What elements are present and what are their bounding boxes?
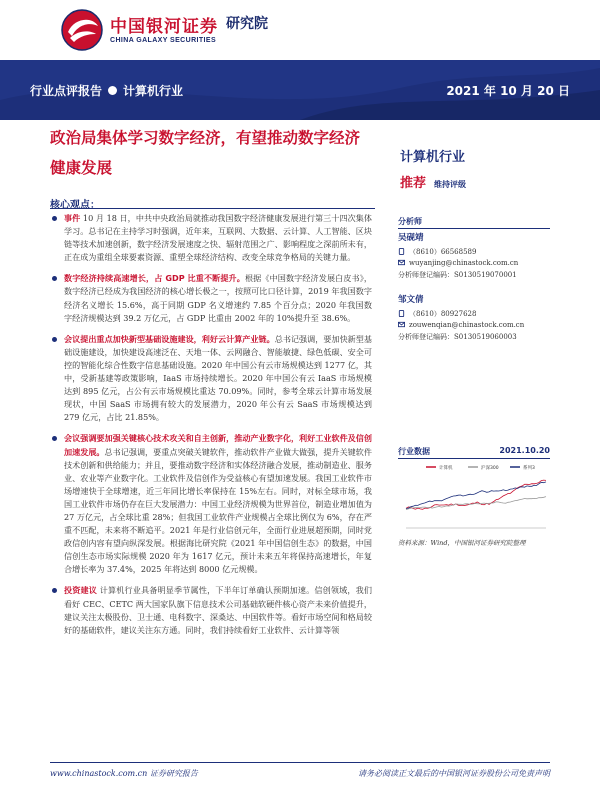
analyst-phone: （8610）66568589 bbox=[409, 247, 477, 256]
chart-legend bbox=[426, 464, 535, 471]
analyst-phone: （8610）80927628 bbox=[409, 309, 477, 318]
email-icon bbox=[398, 321, 405, 328]
core-paragraph bbox=[50, 333, 372, 425]
series-line bbox=[406, 480, 546, 509]
core-views-body bbox=[50, 212, 372, 645]
phone-icon bbox=[398, 310, 405, 317]
legend-label: 沪深300 bbox=[481, 466, 499, 471]
bullet-icon bbox=[52, 436, 57, 441]
report-type: 行业点评报告 bbox=[30, 84, 103, 98]
company-name-en: CHINA GALAXY SECURITIES bbox=[110, 36, 217, 44]
market-data-date: 2021.10.20 bbox=[499, 446, 550, 455]
paragraph-lead: 会议提出重点加快新型基础设施建设，利好云计算产业链。 bbox=[64, 333, 275, 344]
analyst-card bbox=[398, 233, 518, 281]
legend-label: 系列3 bbox=[523, 466, 535, 471]
footer-disclaimer: 请务必阅读正文最后的中国银河证券股份公司免责声明 bbox=[358, 769, 550, 778]
paragraph-lead: 数字经济持续高速增长，占 GDP 比重不断提升。 bbox=[64, 273, 245, 284]
series-line bbox=[406, 482, 546, 509]
paragraph-lead: 事件 bbox=[64, 213, 81, 223]
galaxy-logo-icon bbox=[60, 8, 104, 52]
phone-icon bbox=[398, 248, 405, 255]
divider bbox=[50, 208, 375, 209]
company-name-cn: 中国银河证券 bbox=[110, 16, 218, 37]
footer-url-link[interactable]: www.chinastock.com.cn bbox=[50, 769, 148, 778]
analyst-name: 吴砚靖 bbox=[398, 233, 424, 243]
core-paragraph bbox=[50, 212, 372, 264]
core-views-heading: 核心观点： bbox=[50, 200, 100, 211]
divider bbox=[398, 228, 550, 229]
rating-value: 推荐 bbox=[400, 176, 427, 191]
email-icon bbox=[398, 259, 405, 266]
core-paragraph bbox=[50, 432, 372, 576]
analyst-card bbox=[398, 295, 524, 343]
bullet-icon bbox=[52, 276, 57, 281]
paragraph-text: 根据《中国数字经济发展白皮书》，数字经济已经成为我国经济的核心增长极之一，按照可比口径计算，2019 年我国数字经济名义增长 15.6%，高于同期 GDP 名义增速约 7.85 个百分点；2020 年我国数字经济规模达到 39.2 万亿元，占 GDP 比重由 2002 年的 10%提升至 38.6%。 bbox=[64, 273, 372, 323]
rating-note: 维持评级 bbox=[434, 180, 467, 189]
bullet-icon bbox=[52, 588, 57, 593]
footer-left-suffix: 证券研究报告 bbox=[147, 769, 198, 778]
paragraph-lead: 会议强调要加强关键核心技术攻关和自主创新，推动产业数字化，利好工业软件及信创加速发展。 bbox=[64, 433, 372, 457]
core-paragraph bbox=[50, 272, 372, 324]
chart-source: 资料来源：Wind，中国银河证券研究院整理 bbox=[398, 539, 526, 547]
paragraph-text: 计算机行业具备明显季节属性，下半年订单确认预期加速。信创领域，我们看好 CEC、CETC 两大国家队旗下信息技术公司基础软硬件核心资产未来价值提升，建议关注太极股份、卫士通、电科数字、深桑达、中国软件等。看好市场空间和格局较好的基础软件，建议关注东方通。同时，我们持续看好工业软件、云计算等领 bbox=[64, 585, 372, 635]
chart-lines bbox=[406, 480, 546, 510]
divider bbox=[398, 458, 550, 459]
legend-label: 计算机 bbox=[439, 466, 453, 471]
bullet-icon bbox=[52, 337, 57, 342]
paragraph-text: 总书记强调，要重点突破关键软件，推动软件产业做大做强，提升关键软件技术创新和供给能力；并且，要推动数字经济和实体经济融合发展，推动制造业、服务业、农业等产业数字化。工业软件及信创作为受益核心有望加速发展。我国工业软件市场增速快于全球增速，近三年同比增长率保持在 15%左右。同时，对标全球市场，我国工业软件市场仍存在巨大发展潜力：中国工业经济规模为世界首位，制造业增加值为 27 万亿元，占全球比重 28%；但我国工业软件产业规模占全球比例仅为 6%，存在严重不匹配，未来将不断追平。2021 年是行业信创元年，全面行业进展超预期，同时党政信创内容有望向纵深发展。根据海比研究院《2021 年中国信创生态》的数据，中国信创生态市场实际规模 2020 年为 1617 亿元，预计未来五年将保持高速增长，年复合增长率为 37.4%，2025 年将达到 8000 亿元规模。 bbox=[64, 446, 372, 575]
analyst-email[interactable]: zouwenqian@chinastock.com.cn bbox=[409, 321, 525, 329]
paragraph-text: 总书记强调，要加快新型基础设施建设，加快建设高速泛在、天地一体、云网融合、智能敏捷、绿色低碳、安全可控的智能化综合性数字信息基础设施。2020 年中国公有云市场规模达到 1277 亿，其中，受新基建等政策影响，IaaS 市场持续增长。2020 年中国公有云 IaaS 市场规模达到 895 亿元，占公有云市场规模比重达 70.09%。同时，参考全球云计算市场发展现状，中国 SaaS 市场拥有较大的发展潜力，2020 年公有云 SaaS 市场规模达到 279 亿元，占比 21.85%。 bbox=[64, 333, 372, 423]
report-type-label bbox=[30, 82, 183, 99]
institute-name: 研究院 bbox=[226, 16, 268, 32]
report-industry: 计算机行业 bbox=[123, 84, 184, 98]
core-paragraph bbox=[50, 584, 372, 636]
analyst-email[interactable]: wuyanjing@chinastock.com.cn bbox=[409, 259, 519, 267]
paragraph-lead: 投资建议 bbox=[64, 585, 98, 596]
page-title: 政治局集体学习数字经济，有望推动数字经济健康发展 bbox=[50, 129, 361, 177]
analyst-cert: 分析师登记编码：S0130519060003 bbox=[398, 332, 517, 341]
bullet-icon bbox=[52, 216, 57, 221]
market-data-header bbox=[398, 446, 550, 457]
analyst-name: 邹文倩 bbox=[398, 295, 424, 305]
footer-left bbox=[50, 768, 198, 779]
footer-divider bbox=[50, 762, 550, 763]
report-date: 2021 年 10 月 20 日 bbox=[446, 84, 570, 98]
company-logo bbox=[60, 8, 268, 52]
separator-dot-icon bbox=[108, 86, 117, 95]
market-line-chart bbox=[398, 462, 550, 534]
rating-block bbox=[400, 172, 466, 191]
analyst-cert: 分析师登记编码：S0130519070001 bbox=[398, 270, 517, 279]
analyst-heading: 分析师 bbox=[398, 217, 422, 226]
market-data-heading: 行业数据 bbox=[398, 447, 430, 456]
sidebar-industry: 计算机行业 bbox=[400, 150, 466, 165]
paragraph-text: 10 月 18 日，中共中央政治局就推动我国数字经济健康发展进行第三十四次集体学习。总书记在主持学习时强调，近年来，互联网、大数据、云计算、人工智能、区块链等技术加速创新，数字经济发展速度之快、辐射范围之广、影响程度之深前所未有，正在成为重组全球要素资源、重塑全球经济结构、改变全球竞争格局的关键力量。 bbox=[64, 213, 372, 263]
